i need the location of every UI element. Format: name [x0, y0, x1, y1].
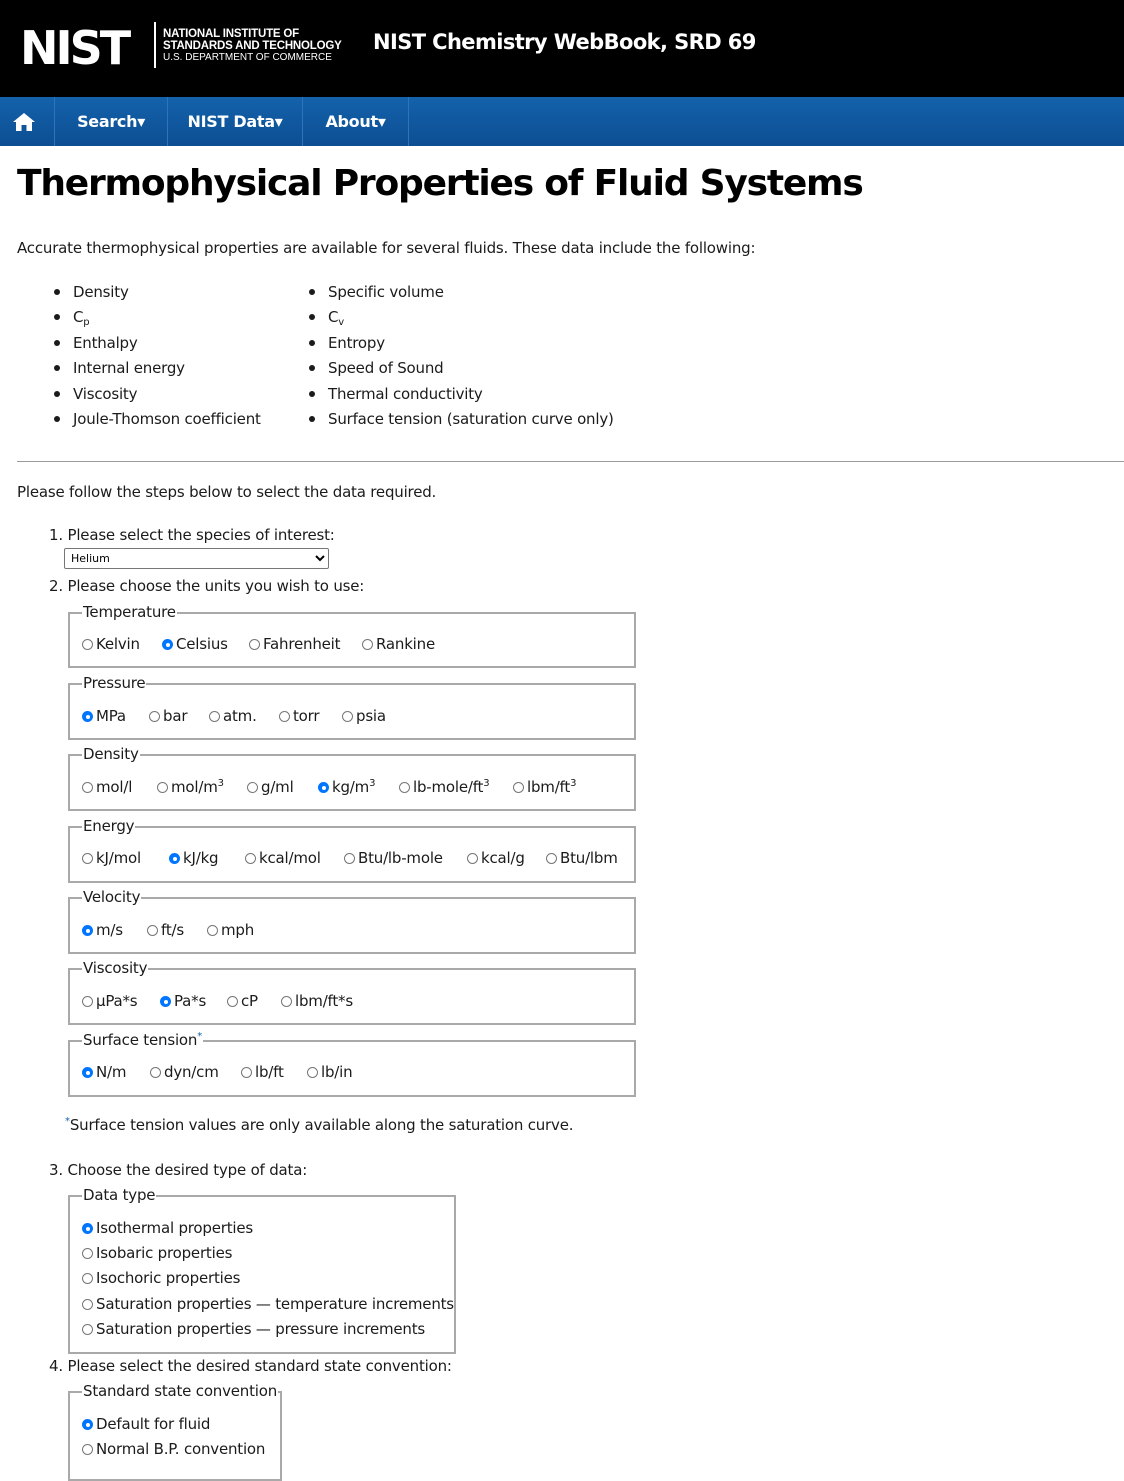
radio-circle — [82, 1444, 93, 1455]
chevron-down-icon: ▾ — [137, 112, 145, 131]
radio-label: kJ/kg — [183, 849, 219, 867]
radio-mol-m3[interactable] — [157, 778, 224, 796]
nav-about-menu[interactable] — [303, 97, 409, 146]
agency-line-3: U.S. DEPARTMENT OF COMMERCE — [163, 52, 332, 63]
standard-state-legend: Standard state convention — [83, 1382, 278, 1400]
radio-label: kJ/mol — [96, 849, 141, 867]
radio-label: ft/s — [161, 921, 184, 939]
radio-circle — [307, 1067, 318, 1078]
agency-line-1: NATIONAL INSTITUTE OF — [163, 28, 299, 40]
agency-line-2: STANDARDS AND TECHNOLOGY — [163, 40, 342, 52]
radio-saturation-temperature[interactable] — [82, 1295, 454, 1313]
property-list-right — [328, 282, 614, 434]
temperature-fieldset — [68, 603, 636, 668]
list-item: Thermal conductivity — [328, 384, 614, 409]
radio-fahrenheit[interactable] — [249, 635, 340, 653]
main-nav — [0, 97, 1124, 146]
radio-kcal-g[interactable] — [467, 849, 525, 867]
superscript-3: 3 — [369, 778, 376, 789]
nist-logo[interactable] — [20, 24, 150, 68]
radio-circle — [82, 925, 93, 936]
chevron-down-icon: ▾ — [377, 112, 386, 131]
radio-lb-in[interactable] — [307, 1063, 352, 1081]
radio-label: kg/m — [332, 778, 370, 796]
radio-circle — [149, 711, 160, 722]
radio-label: g/ml — [261, 778, 294, 796]
list-item — [328, 307, 614, 332]
radio-circle — [245, 853, 256, 864]
list-item: Viscosity — [73, 384, 261, 409]
step-3-label: 3. Choose the desired type of data: — [49, 1161, 308, 1179]
species-select[interactable] — [64, 548, 329, 569]
radio-circle — [247, 782, 258, 793]
energy-legend: Energy — [83, 817, 135, 835]
cv-subscript: v — [338, 317, 344, 329]
radio-m-s[interactable] — [82, 921, 123, 939]
density-legend: Density — [83, 745, 139, 763]
radio-circle — [318, 782, 329, 793]
nav-search-menu[interactable] — [55, 97, 168, 146]
step-2-label: 2. Please choose the units you wish to use: — [49, 577, 365, 595]
radio-kj-mol[interactable] — [82, 849, 141, 867]
radio-label: mph — [221, 921, 255, 939]
radio-cp[interactable] — [227, 992, 258, 1010]
radio-isothermal[interactable] — [82, 1219, 253, 1237]
page-title: Thermophysical Properties of Fluid Systems — [17, 163, 863, 204]
radio-circle — [162, 639, 173, 650]
nav-nist-data-label: NIST Data — [187, 112, 275, 131]
radio-label: lbm/ft*s — [295, 992, 353, 1010]
radio-mpa[interactable] — [82, 707, 126, 725]
radio-circle — [82, 639, 93, 650]
radio-label: Isobaric properties — [96, 1244, 233, 1262]
radio-circle — [82, 1248, 93, 1259]
radio-label: Normal B.P. convention — [96, 1440, 266, 1458]
radio-label: bar — [163, 707, 188, 725]
cv-label: C — [328, 308, 339, 327]
site-title[interactable]: NIST Chemistry WebBook, SRD 69 — [373, 30, 756, 54]
radio-circle — [249, 639, 260, 650]
footnote-star: * — [197, 1031, 203, 1042]
radio-label: atm. — [223, 707, 257, 725]
radio-label: Saturation properties — temperature increments — [96, 1295, 454, 1313]
radio-circle — [147, 925, 158, 936]
radio-circle — [344, 853, 355, 864]
radio-rankine[interactable] — [362, 635, 435, 653]
velocity-fieldset — [68, 888, 636, 954]
radio-celsius[interactable] — [162, 635, 228, 653]
standard-state-fieldset — [68, 1382, 282, 1481]
radio-label: N/m — [96, 1063, 127, 1081]
pressure-legend: Pressure — [83, 674, 146, 692]
radio-label: Fahrenheit — [263, 635, 341, 653]
radio-kj-kg[interactable] — [169, 849, 218, 867]
radio-label: kcal/g — [481, 849, 525, 867]
radio-circle — [82, 996, 93, 1007]
radio-label: MPa — [96, 707, 126, 725]
intro-text: Accurate thermophysical properties are available for several fluids. These data include the following: — [17, 239, 756, 257]
footnote-text: Surface tension values are only available along the saturation curve. — [69, 1116, 574, 1134]
list-item: Speed of Sound — [328, 358, 614, 383]
radio-label: Isochoric properties — [96, 1269, 241, 1287]
nav-search-label: Search — [77, 112, 138, 131]
chevron-down-icon: ▾ — [274, 112, 283, 131]
radio-bar[interactable] — [149, 707, 187, 725]
list-item: Specific volume — [328, 282, 614, 307]
radio-circle — [150, 1067, 161, 1078]
radio-label: cP — [241, 992, 258, 1010]
radio-pa-s[interactable] — [160, 992, 206, 1010]
radio-circle — [209, 711, 220, 722]
radio-lb-mole-ft3[interactable] — [399, 778, 489, 796]
radio-label: Celsius — [176, 635, 228, 653]
superscript-3: 3 — [217, 778, 224, 789]
footnote-star: * — [65, 1116, 70, 1127]
radio-lb-ft[interactable] — [241, 1063, 284, 1081]
radio-label: Pa*s — [174, 992, 207, 1010]
radio-n-m[interactable] — [82, 1063, 126, 1081]
radio-circle — [399, 782, 410, 793]
radio-circle — [82, 1324, 93, 1335]
radio-circle — [207, 925, 218, 936]
radio-circle — [467, 853, 478, 864]
step-4-label: 4. Please select the desired standard state convention: — [49, 1357, 452, 1375]
radio-circle — [227, 996, 238, 1007]
logo-divider — [154, 22, 156, 68]
radio-lbm-ft-s[interactable] — [281, 992, 353, 1010]
list-item: Entropy — [328, 333, 614, 358]
list-item: Internal energy — [73, 358, 261, 383]
radio-ft-s[interactable] — [147, 921, 184, 939]
radio-kg-m3[interactable] — [318, 778, 375, 796]
surface-tension-footnote — [65, 1116, 573, 1134]
steps-intro: Please follow the steps below to select the data required. — [17, 483, 437, 501]
radio-label: Rankine — [376, 635, 435, 653]
radio-circle — [362, 639, 373, 650]
cp-subscript: p — [83, 317, 90, 329]
radio-label: µPa*s — [96, 992, 138, 1010]
viscosity-legend: Viscosity — [83, 959, 148, 977]
radio-circle — [169, 853, 180, 864]
radio-label: Isothermal properties — [96, 1219, 254, 1237]
radio-label: torr — [293, 707, 320, 725]
list-item — [73, 307, 261, 332]
radio-g-ml[interactable] — [247, 778, 294, 796]
radio-label: Saturation properties — pressure increments — [96, 1320, 426, 1338]
surface-tension-fieldset — [68, 1031, 636, 1097]
radio-label: dyn/cm — [164, 1063, 219, 1081]
surface-tension-legend — [82, 1031, 203, 1049]
radio-label: kcal/mol — [259, 849, 321, 867]
radio-label: mol/m — [171, 778, 218, 796]
surface-tension-legend-text: Surface tension — [83, 1031, 198, 1049]
radio-circle — [82, 1419, 93, 1430]
radio-dyn-cm[interactable] — [150, 1063, 219, 1081]
radio-label: Btu/lbm — [560, 849, 618, 867]
radio-label: Default for fluid — [96, 1415, 211, 1433]
temperature-legend: Temperature — [83, 603, 176, 621]
radio-normal-bp[interactable] — [82, 1440, 265, 1458]
data-type-legend: Data type — [83, 1186, 156, 1204]
radio-label: lb/in — [321, 1063, 353, 1081]
radio-mph[interactable] — [207, 921, 254, 939]
radio-circle — [82, 1273, 93, 1284]
agency-name — [163, 28, 342, 64]
radio-circle — [279, 711, 290, 722]
radio-psia[interactable] — [342, 707, 386, 725]
data-type-fieldset — [68, 1186, 456, 1354]
nav-about-label: About — [325, 112, 378, 131]
superscript-3: 3 — [570, 778, 577, 789]
radio-default-for-fluid[interactable] — [82, 1415, 210, 1433]
radio-circle — [546, 853, 557, 864]
property-list-left — [73, 282, 261, 434]
density-fieldset — [68, 745, 636, 811]
radio-torr[interactable] — [279, 707, 319, 725]
pressure-fieldset — [68, 674, 636, 740]
radio-circle — [82, 782, 93, 793]
list-item: Joule-Thomson coefficient — [73, 409, 261, 434]
radio-mol-l[interactable] — [82, 778, 132, 796]
radio-circle — [82, 711, 93, 722]
radio-isobaric[interactable] — [82, 1244, 232, 1262]
radio-isochoric[interactable] — [82, 1269, 240, 1287]
radio-circle — [82, 1067, 93, 1078]
radio-label: lb/ft — [255, 1063, 284, 1081]
radio-circle — [157, 782, 168, 793]
radio-btu-lb-mole[interactable] — [344, 849, 443, 867]
radio-circle — [513, 782, 524, 793]
radio-label: lb-mole/ft — [413, 778, 484, 796]
radio-label: psia — [356, 707, 386, 725]
nav-home-button[interactable] — [0, 97, 55, 146]
nist-logo-text: NIST — [20, 24, 129, 68]
radio-label: m/s — [96, 921, 123, 939]
list-item: Density — [73, 282, 261, 307]
radio-circle — [82, 1223, 93, 1234]
radio-kelvin[interactable] — [82, 635, 140, 653]
radio-circle — [281, 996, 292, 1007]
radio-circle — [82, 1299, 93, 1310]
cp-label: C — [73, 308, 84, 327]
site-header — [0, 0, 1124, 97]
radio-label: Kelvin — [96, 635, 140, 653]
superscript-3: 3 — [483, 778, 490, 789]
energy-fieldset — [68, 817, 636, 883]
radio-atm[interactable] — [209, 707, 257, 725]
home-icon — [13, 113, 35, 131]
velocity-legend: Velocity — [83, 888, 141, 906]
radio-lbm-ft3[interactable] — [513, 778, 576, 796]
radio-saturation-pressure[interactable] — [82, 1320, 425, 1338]
radio-circle — [82, 853, 93, 864]
radio-circle — [160, 996, 171, 1007]
radio-label: Btu/lb-mole — [358, 849, 443, 867]
radio-circle — [241, 1067, 252, 1078]
viscosity-fieldset — [68, 959, 636, 1025]
radio-label: lbm/ft — [527, 778, 571, 796]
radio-kcal-mol[interactable] — [245, 849, 321, 867]
step-1-label: 1. Please select the species of interest: — [49, 526, 335, 544]
radio-circle — [342, 711, 353, 722]
radio-micropa-s[interactable] — [82, 992, 137, 1010]
divider — [17, 461, 1124, 462]
nav-nist-data-menu[interactable] — [168, 97, 303, 146]
radio-label: mol/l — [96, 778, 133, 796]
list-item: Enthalpy — [73, 333, 261, 358]
radio-btu-lbm[interactable] — [546, 849, 618, 867]
list-item: Surface tension (saturation curve only) — [328, 409, 614, 434]
